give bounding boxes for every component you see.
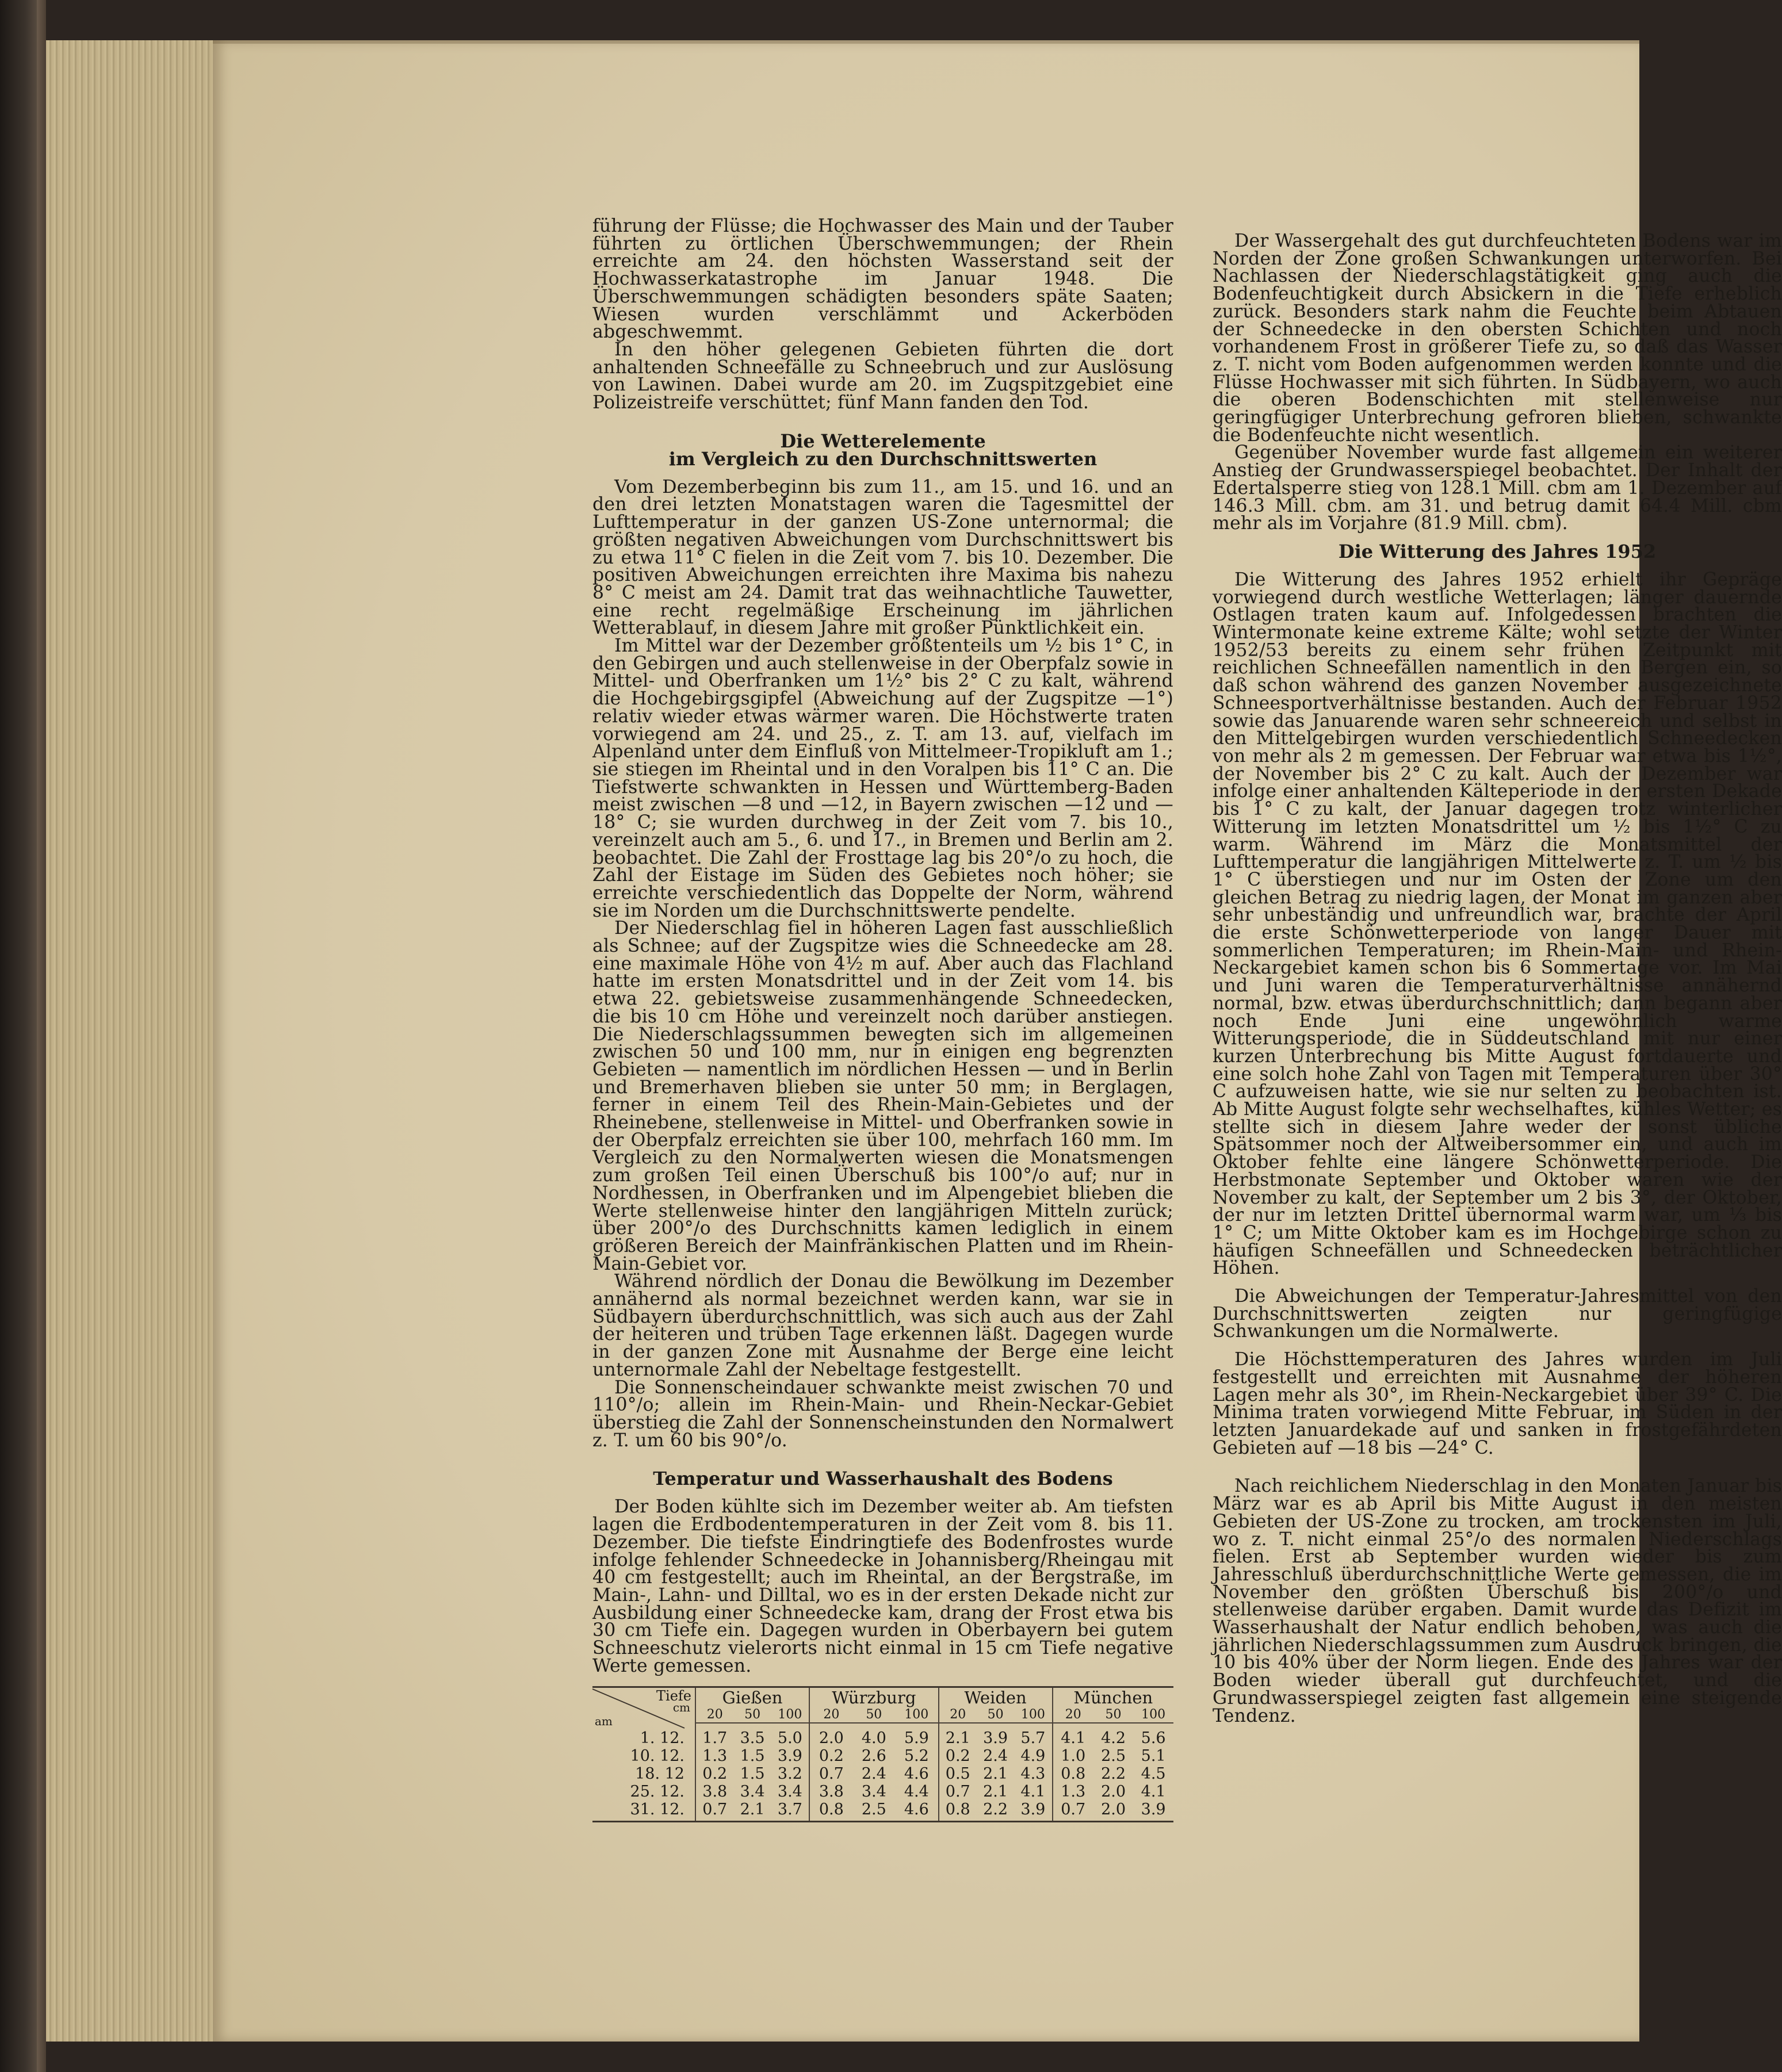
value-cell: 4.6 (904, 1765, 929, 1783)
paragraph: Während nördlich der Donau die Bewölkung im Dezember annähernd als normal bezeichnet werden kann, war sie in Südbayern überdurchschnittlich, was sich auch aus der Zahl der heiteren und trüben Tage erkennen läßt. Dagegen wurde in der ganzen Zone mit Ausnahme der Berge eine leicht unternormale Zahl der Nebeltage festgestellt. (592, 1271, 1173, 1380)
paragraph: führung der Flüsse; die Hochwasser des Main und der Tauber führten zu örtlichen Überschwemmungen; der Rhein erreichte am 24. den höchsten Wasserstand seit der Hochwasserkatastrophe im Januar 1948. Die Überschwemmungen schädigten besonders späte Saaten; Wiesen wurden verschlämmt und Ackerböden abgeschwemmt. (592, 216, 1173, 343)
depth-header: 20 (939, 1707, 977, 1723)
value-cell: 0.7 (695, 1801, 734, 1822)
corner-label-tiefe: Tiefe (656, 1688, 691, 1705)
paragraph: Die Sonnenscheindauer schwankte meist zwischen 70 und 110°/o; allein im Rhein-Main- und Rhein-Neckar-Gebiet überstieg die Zahl der Sonnenscheinstunden den Normalwert z. T. um 60 bis 90°/o. (592, 1377, 1173, 1451)
book-cover-edge (0, 0, 37, 2072)
station-header: Würzburg (809, 1687, 938, 1708)
value-cell: 2.6 (861, 1747, 886, 1765)
depth-header: 50 (853, 1707, 896, 1723)
corner-label-cm: cm (672, 1701, 690, 1715)
depth-header: 50 (734, 1707, 771, 1723)
depth-header: 20 (695, 1707, 734, 1723)
date-cell: 10. 12. (630, 1747, 684, 1765)
value-cell: 0.8 (809, 1801, 852, 1822)
value-cell: 3.4 (777, 1783, 802, 1801)
value-cell: 3.9 (777, 1747, 802, 1765)
value-cell: 2.1 (983, 1765, 1008, 1783)
depth-header: 100 (1014, 1707, 1053, 1723)
date-cell: 18. 12 (635, 1765, 684, 1783)
paragraph: Nach reichlichem Niederschlag in den Monaten Januar bis März war es ab April bis Mitte August in den meisten Gebieten der US-Zone zu trocken, am trockensten im Juli, wo z. T. nicht einmal 25°/o des normalen Niederschlags fielen. Erst ab September wurden wieder bis zum Jahresschluß überdurchschnittliche Werte gemessen, die im November den größten Überschuß bis 200°/o und stellenweise darüber ergaben. Damit wurde das Defizit im Wasserhaushalt der Natur endlich behoben, was auch die jährlichen Niederschlagssummen zum Ausdruck bringen, die 10 bis 40% über der Norm liegen. Ende des Jahres war der Boden wieder überall gut durchfeuchtet, und die Grundwasserspiegel zeigten fast allgemein eine steigende Tendenz. (1213, 1476, 1782, 1726)
table-body (592, 1723, 1173, 1822)
depth-header: 100 (771, 1707, 810, 1723)
left-column (592, 217, 1173, 1822)
value-cell: 4.6 (895, 1801, 938, 1822)
value-cell: 1.5 (740, 1765, 765, 1783)
paragraph: Die Abweichungen der Temperatur-Jahresmittel von den Durchschnittswerten zeigten nur geringfügige Schwankungen um die Normalwerte. (1213, 1286, 1782, 1342)
value-cell: 2.0 (1093, 1801, 1134, 1822)
depth-header: 20 (809, 1707, 852, 1723)
value-cell: 2.2 (1101, 1765, 1126, 1783)
value-cell: 4.5 (1141, 1765, 1166, 1783)
value-cell: 0.2 (695, 1765, 734, 1783)
paragraph: In den höher gelegenen Gebieten führten die dort anhaltenden Schneefälle zu Schneebruch und zur Auslösung von Lawinen. Dabei wurde am 20. im Zugspitzgebiet eine Polizeistreife verschüttet; fünf Mann fanden den Tod. (592, 339, 1173, 413)
value-cell: 5.2 (904, 1747, 929, 1765)
value-cell: 0.7 (809, 1765, 852, 1783)
value-cell: 3.9 (1133, 1801, 1173, 1822)
value-cell: 3.9 (983, 1729, 1008, 1748)
paragraph: Der Boden kühlte sich im Dezember weiter ab. Am tiefsten lagen die Erdbodentemperaturen in der Zeit vom 8. bis 11. Dezember. Die tiefste Eindringtiefe des Bodenfrostes wurde infolge fehlender Schneedecke in Johannisberg/Rheingau mit 40 cm festgestellt; auch im Rheintal, an der Bergstraße, im Main-, Lahn- und Dilltal, wo es in der ersten Dekade nicht zur Ausbildung einer Schneedecke kam, drang der Frost etwa bis 30 cm Tiefe ein. Dagegen wurden in Oberbayern bei gutem Schneeschutz vielerorts nicht einmal in 15 cm Tiefe negative Werte gemessen. (592, 1496, 1173, 1676)
value-cell: 1.5 (740, 1747, 765, 1765)
value-cell: 0.5 (939, 1765, 977, 1783)
value-cell: 0.2 (939, 1747, 977, 1765)
section-heading (592, 432, 1173, 468)
value-cell: 3.2 (777, 1765, 802, 1783)
value-cell: 5.6 (1141, 1729, 1166, 1748)
table-row (592, 1801, 1173, 1822)
paragraph: Die Witterung des Jahres 1952 erhielt ihr Gepräge vorwiegend durch westliche Wetterlagen; länger dauernde Ostlagen traten kaum auf. Infolgedessen brachten die Wintermonate keine extreme Kälte; wohl setzte der Winter 1952/53 bereits zu einem sehr frühen Zeitpunkt mit reichlichen Schneefällen namentlich in den Bergen ein, so daß schon während des ganzen November ausgezeichnete Schneesportverhältnisse bestanden. Auch der Februar 1952 sowie das Januarende waren sehr schneereich und selbst in den Mittelgebirgen wurden verschiedentlich Schneedecken von mehr als 2 m gemessen. Der Februar war etwa bis 1½°, der November bis 2° C zu kalt. Auch der Dezember war infolge einer anhaltenden Kälteperiode in der ersten Dekade bis 1° C zu kalt, der Januar dagegen trotz winterlicher Witterung im letzten Monatsdrittel um ½ bis 1½° C zu warm. Während im März die Monatsmittel der Lufttemperatur die langjährigen Mittelwerte z. T. um ½ bis 1° C überstiegen und nur im Osten der Zone um den gleichen Betrag zu niedrig lagen, der Monat im ganzen aber sehr unbeständig und unfreundlich war, brachte der April die erste Schönwetterperiode von langer Dauer mit sommerlichen Temperaturen; im Rhein-Main- und Rhein-Neckargebiet kamen schon bis 6 Sommertage vor. Im Mai und Juni waren die Temperaturverhältnisse annähernd normal, bzw. etwas überdurchschnittlich; dann begann aber noch Ende Juni eine ungewöhnlich warme Witterungsperiode, die in Süddeutschland mit nur einer kurzen Unterbrechung bis Mitte August fortdauerte und eine solch hohe Zahl von Tagen mit Temperaturen über 30° C aufzuweisen hatte, wie sie nur selten zu beobachten ist. Ab Mitte August folgte sehr wechselhaftes, kühles Wetter; es stellte sich in diesem Jahre weder der sonst übliche Spätsommer noch der Altweibersommer ein, und auch im Oktober fehlte eine längere Schönwetterperiode. Die Herbstmonate September und Oktober waren wie der November zu kalt, der September um 2 bis 3°, der Oktober, der nur im letzten Drittel übernormal warm war, um ⅓ bis 1° C; um Mitte Oktober kam es im Hochgebirge schon zu häufigen Schneefällen und Schneedecken beträchtlicher Höhen. (1213, 569, 1782, 1279)
depth-header: 50 (1093, 1707, 1134, 1723)
value-cell: 1.0 (1053, 1747, 1093, 1765)
date-cell: 25. 12. (630, 1783, 684, 1801)
value-cell: 3.4 (861, 1783, 886, 1801)
corner-label-am: am (595, 1714, 613, 1729)
date-cell: 31. 12. (592, 1801, 695, 1822)
table-row (592, 1747, 1173, 1765)
paragraph: Der Wassergehalt des gut durchfeuchteten Bodens war im Norden der Zone großen Schwankungen unterworfen. Bei Nachlassen der Niederschlagstätigkeit ging auch die Bodenfeuchtigkeit durch Absickern in die Tiefe erheblich zurück. Besonders stark nahm die Feuchte beim Abtauen der Schneedecke in den obersten Schichten und noch vorhandenem Frost in größerer Tiefe zu, so daß das Wasser z. T. nicht vom Boden aufgenommen werden konnte und die Flüsse Hochwasser mit sich führten. In Südbayern, wo auch die oberen Bodenschichten mit stellenweise nur geringfügiger Unterbrechung gefroren blieben, schwankte die Bodenfeuchte nicht wesentlich. (1213, 231, 1782, 446)
value-cell: 0.2 (809, 1747, 852, 1765)
heading-line: Die Wetterelemente (780, 430, 986, 452)
value-cell: 1.3 (1053, 1783, 1093, 1801)
value-cell: 1.7 (695, 1723, 734, 1747)
value-cell: 2.5 (1101, 1747, 1126, 1765)
station-header: Weiden (939, 1687, 1053, 1708)
table-row (592, 1783, 1173, 1801)
value-cell: 4.1 (1020, 1783, 1046, 1801)
value-cell: 4.1 (1141, 1783, 1166, 1801)
station-header: München (1053, 1687, 1173, 1708)
value-cell: 3.8 (809, 1783, 852, 1801)
value-cell: 0.7 (1053, 1801, 1093, 1822)
value-cell: 3.5 (740, 1729, 765, 1748)
value-cell: 2.1 (734, 1801, 771, 1822)
value-cell: 0.7 (939, 1783, 977, 1801)
table-row (592, 1765, 1173, 1783)
depth-header: 20 (1053, 1707, 1093, 1723)
value-cell: 5.1 (1141, 1747, 1166, 1765)
value-cell: 4.9 (1020, 1747, 1046, 1765)
value-cell: 3.4 (740, 1783, 765, 1801)
value-cell: 4.3 (1020, 1765, 1046, 1783)
value-cell: 2.0 (1101, 1783, 1126, 1801)
section-heading: Die Witterung des Jahres 1952 (1338, 540, 1657, 562)
value-cell: 3.7 (771, 1801, 810, 1822)
depth-header: 100 (1133, 1707, 1173, 1723)
soil-temperature-table (592, 1686, 1173, 1822)
paragraph: Vom Dezemberbeginn bis zum 11., am 15. und 16. und an den drei letzten Monatstagen waren die Tagesmittel der Lufttemperatur in der ganzen US-Zone unternormal; die größten negativen Abweichungen vom Durchschnittswert bis zu etwa 11° C fielen in die Zeit vom 7. bis 10. Dezember. Die positiven Abweichungen erreichten ihre Maxima bis nahezu 8° C meist am 24. Damit trat das weihnachtliche Tauwetter, eine recht regelmäßige Erscheinung im jährlichen Wetterablauf, in diesem Jahre mit großer Pünktlichkeit ein. (592, 476, 1173, 639)
value-cell: 3.8 (695, 1783, 734, 1801)
right-column (1213, 232, 1782, 1725)
page-top-edge (213, 40, 1639, 44)
paragraph: Gegenüber November wurde fast allgemein ein weiterer Anstieg der Grundwasserspiegel beobachtet. Der Inhalt der Edertalsperre stieg von 128.1 Mill. cbm am 1. Dezember auf 146.3 Mill. cbm. am 31. und betrug damit 64.4 Mill. cbm mehr als im Vorjahre (81.9 Mill. cbm). (1213, 442, 1782, 534)
depth-header: 50 (977, 1707, 1014, 1723)
value-cell: 2.4 (983, 1747, 1008, 1765)
value-cell: 2.2 (977, 1801, 1014, 1822)
depth-header: 100 (895, 1707, 938, 1723)
table-corner-header (592, 1687, 695, 1729)
book-spine (37, 0, 46, 2072)
paragraph: Im Mittel war der Dezember größtenteils um ½ bis 1° C, in den Gebirgen und auch stellenweise in der Oberpfalz sowie in Mittel- und Oberfranken um 1½° bis 2° C zu kalt, während die Hochgebirgsgipfel (Abweichung auf der Zugspitze —1°) relativ wieder etwas wärmer waren. Die Höchstwerte traten vorwiegend am 24. und 25., z. T. am 13. auf, vielfach im Alpenland unter dem Einfluß von Mittelmeer-Tropikluft am 1.; sie stiegen im Rheintal und in den Voralpen bis 11° C an. Die Tiefstwerte schwankten in Hessen und Württemberg-Baden meist zwischen —8 und —12, in Bayern zwischen —12 und —18° C; sie wurden durchweg in der Zeit vom 7. bis 10., vereinzelt auch am 5., 6. und 17., in Bremen und Berlin am 2. beobachtet. Die Zahl der Frosttage lag bis 20°/o zu hoch, die Zahl der Eistage im Süden des Gebietes noch höher; sie erreichte verschiedentlich das Doppelte der Norm, während sie im Norden um die Durchschnittswerte pendelte. (592, 635, 1173, 921)
value-cell: 2.4 (861, 1765, 886, 1783)
value-cell: 5.9 (904, 1729, 929, 1748)
heading-line: im Vergleich zu den Durchschnittswerten (668, 447, 1098, 470)
value-cell: 4.1 (1053, 1723, 1093, 1747)
value-cell: 3.9 (1014, 1801, 1053, 1822)
section-heading: Temperatur und Wasserhaushalt des Bodens (653, 1468, 1113, 1490)
book-page (213, 40, 1782, 2042)
value-cell: 0.8 (1053, 1765, 1093, 1783)
value-cell: 2.0 (809, 1723, 852, 1747)
station-header: Gießen (695, 1687, 809, 1708)
value-cell: 5.7 (1020, 1729, 1046, 1748)
paragraph: Die Höchsttemperaturen des Jahres wurden im Juli festgestellt und erreichten mit Ausnahme der höheren Lagen mehr als 30°, im Rhein-Neckargebiet über 39° C. Die Minima traten vorwiegend Mitte Februar, im Süden in der letzten Januardekade auf und sanken in frostgefährdeten Gebieten auf —18 bis —24° C. (1213, 1349, 1782, 1458)
value-cell: 4.0 (861, 1729, 886, 1748)
value-cell: 2.1 (983, 1783, 1008, 1801)
page-stack-edges (46, 40, 214, 2042)
date-cell: 1. 12. (640, 1729, 684, 1747)
value-cell: 2.5 (853, 1801, 896, 1822)
paragraph: Der Niederschlag fiel in höheren Lagen fast ausschließlich als Schnee; auf der Zugspitze wies die Schneedecke am 28. eine maximale Höhe von 4½ m auf. Aber auch das Flachland hatte im ersten Monatsdrittel und in der Zeit vom 14. bis etwa 22. gebietsweise zusammenhängende Schneedecken, die bis 10 cm Höhe und vereinzelt noch darüber anstiegen. Die Niederschlagssummen bewegten sich im allgemeinen zwischen 50 und 100 mm, nur in einigen eng begrenzten Gebieten — namentlich im nördlichen Hessen — und in Berlin und Bremerhaven blieben sie unter 50 mm; in Berglagen, ferner in einem Teil des Rhein-Main-Gebietes und der Rheinebene, stellenweise in Mittel- und Oberfranken sowie in der Oberpfalz erreichten sie über 100, mehrfach 160 mm. Im Vergleich zu den Normalwerten wiesen die Monatsmengen zum großen Teil einen Überschuß bis 100°/o auf; nur in Nordhessen, in Oberfranken und im Alpengebiet blieben die Werte stellenweise hinter den langjährigen Mitteln zurück; über 200°/o des Durchschnitts kamen lediglich in einem größeren Bereich der Mainfränkischen Platten und im Rhein-Main-Gebiet vor. (592, 918, 1173, 1274)
value-cell: 4.4 (904, 1783, 929, 1801)
value-cell: 1.3 (695, 1747, 734, 1765)
value-cell: 0.8 (939, 1801, 977, 1822)
value-cell: 5.0 (777, 1729, 802, 1748)
value-cell: 4.2 (1101, 1729, 1126, 1748)
value-cell: 2.1 (939, 1723, 977, 1747)
